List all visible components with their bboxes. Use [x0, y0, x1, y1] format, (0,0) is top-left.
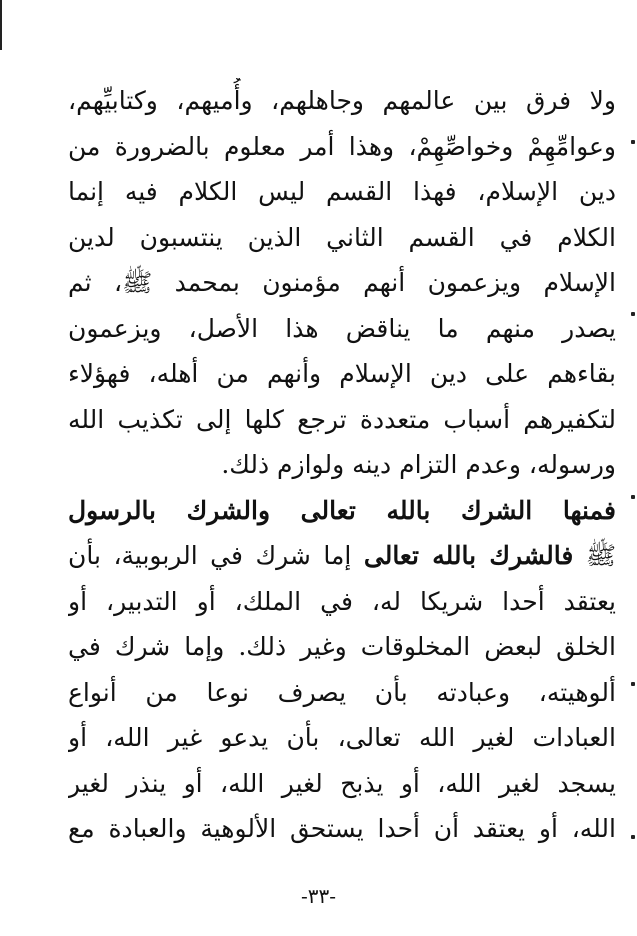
edge-mark: [631, 495, 635, 499]
body-text: [68, 78, 616, 852]
text-line-8: لتكفيرهم أسباب متعددة ترجع كلها إلى تكذيب الله: [68, 404, 616, 434]
text-line-7: بقاءهم على دين الإسلام وأنهم من أهله، فهؤلاء: [68, 359, 616, 388]
page-number: -٣٣-: [300, 884, 336, 908]
text-line-2: وعوامِّهِمْ وخواصِّهِمْ، وهذا أمر معلوم بالضرورة من: [68, 131, 616, 161]
text-line-12: يعتقد أحدا شريكا له، في الملك، أو التدبير، أو: [68, 586, 616, 616]
text-line-9: ورسوله، وعدم التزام دينه ولوازم ذلك.: [221, 450, 616, 479]
text-line-17: الله، أو يعتقد أن أحدا يستحق الألوهية والعبادة مع: [68, 814, 616, 843]
text-line-5: الإسلام ويزعمون أنهم مؤمنون بمحمد ﷺ، ثم: [68, 268, 616, 297]
text-line-1: ولا فرق بين عالمهم وجاهلهم، وأُميهم، وكتابيِّهم،: [68, 86, 616, 115]
edge-mark: [631, 312, 635, 316]
text-line-13: الخلق لبعض المخلوقات وغير ذلك. وإما شرك في: [68, 632, 616, 661]
line-rest: إما شرك في الربوبية، بأن: [68, 541, 352, 570]
section-heading: فمنها الشرك بالله تعالى والشرك بالرسول: [68, 495, 616, 525]
text-line-14: ألوهيته، وعبادته بأن يصرف نوعا من أنواع: [68, 677, 616, 707]
text-line-3: دين الإسلام، فهذا القسم ليس الكلام فيه إنما: [68, 177, 616, 206]
bold-phrase: فالشرك بالله تعالى: [363, 541, 574, 570]
edge-mark: [631, 835, 635, 839]
page-edge-line: [0, 0, 2, 50]
text-line-11: [68, 533, 616, 579]
edge-mark: [631, 140, 635, 144]
text-line-6: يصدر منهم ما يناقض هذا الأصل، ويزعمون: [68, 313, 616, 343]
text-line-16: يسجد لغير الله، أو يذبح لغير الله، أو ينذر لغير: [68, 768, 616, 798]
text-line-4: الكلام في القسم الثاني الذين ينتسبون لدين: [68, 222, 616, 252]
text-line-15: العبادات لغير الله تعالى، بأن يدعو غير الله، أو: [68, 723, 616, 752]
edge-mark: [631, 682, 635, 686]
salawat-symbol: ﷺ: [585, 541, 616, 570]
